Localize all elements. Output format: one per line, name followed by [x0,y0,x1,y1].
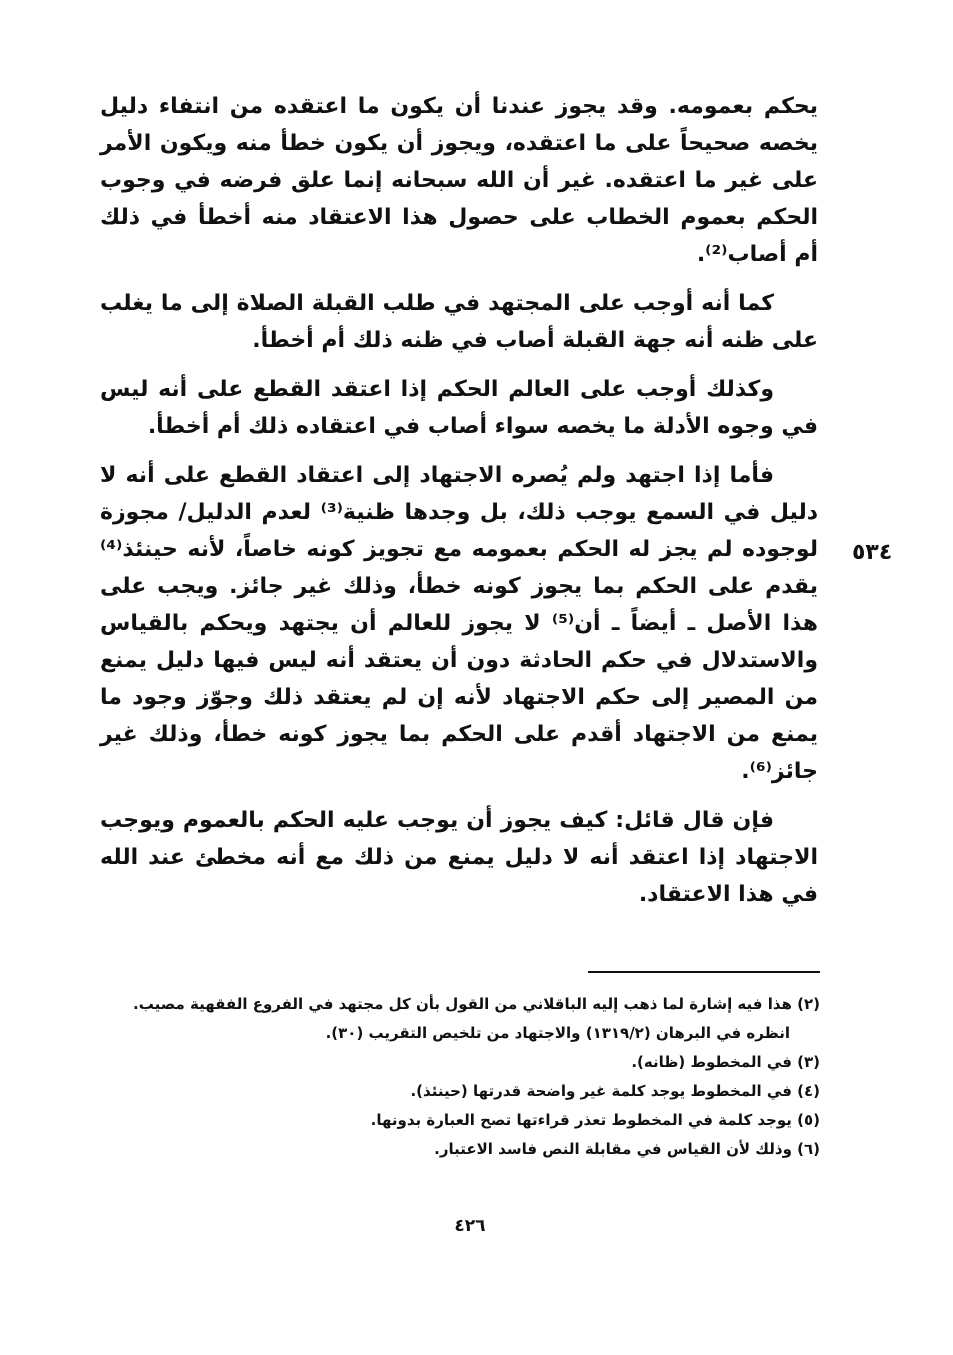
footnote-divider [588,971,820,973]
paragraph-3: وكذلك أوجب على العالم الحكم إذا اعتقد القطع على أنه ليس في وجوه الأدلة ما يخصه سواء أصاب في اعتقاده ذلك أم أخطأ. [100,377,818,439]
main-text [100,88,818,925]
footnote-5: (٥) يوجد كلمة في المخطوط تعذر قراءتها تصح العبارة بدونها. [370,1111,820,1129]
paragraph-4: فأما إذا اجتهد ولم يُصره الاجتهاد إلى اعتقاد القطع على أنه لا دليل في السمع يوجب ذلك، بل وجدها ظنية⁽³⁾ لعدم الدليل/ مجوزة لوجوده لم يجز له الحكم بعمومه مع تجويز كونه خاصاً، لأنه حينئذ⁽⁴⁾ يقدم على الحكم بما يجوز كونه خطأ، وذلك غير جائز. ويجب على هذا الأصل ـ أيضاً ـ أن⁽⁵⁾ لا يجوز للعالم أن يجتهد ويحكم بالقياس والاستدلال في حكم الحادثة دون أن يعتقد أنه ليس فيها دليل يمنع من المصير إلى حكم الاجتهاد لأنه إن لم يعتقد ذلك وجوّز وجود ما يمنع من الاجتهاد أقدم على الحكم بما يجوز كونه خطأ، وذلك غير جائز⁽⁶⁾. [100,463,819,784]
page-number: ٤٢٦ [454,1216,486,1236]
footnote-3: (٣) في المخطوط (ظانه). [631,1053,820,1071]
paragraph-2: كما أنه أوجب على المجتهد في طلب القبلة الصلاة إلى ما يغلب على ظنه أنه جهة القبلة أصاب في ظنه ذلك أم أخطأ. [100,291,818,353]
paragraph-1: يحكم بعمومه. وقد يجوز عندنا أن يكون ما اعتقده من انتفاء دليل يخصه صحيحاً على ما اعتقده، ويجوز أن يكون خطأ منه ويكون الأمر على غير ما اعتقده. غير أن الله سبحانه إنما علق فرضه في وجوب الحكم بعموم الخطاب على حصول هذا الاعتقاد منه أخطأ في ذلك أم أصاب⁽²⁾. [100,94,818,267]
footnotes [108,990,820,1164]
footnote-2: (٢) هذا فيه إشارة لما ذهب إليه الباقلاني من القول بأن كل مجتهد في الفروع الفقهية مصيب. انظره في البرهان (١٣١٩/٢) والاجتهاد من تلخيص التقريب (٣٠). [133,995,820,1042]
footnote-6: (٦) وذلك لأن القياس في مقابلة النص فاسد الاعتبار. [434,1140,820,1158]
paragraph-5: فإن قال قائل: كيف يجوز أن يوجب عليه الحكم بالعموم ويوجب الاجتهاد إذا اعتقد أنه لا دليل يمنع من ذلك مع أنه مخطئ عند الله في هذا الاعتقاد. [100,808,818,907]
footnote-4: (٤) في المخطوط يوجد كلمة غير واضحة قدرتها (حينئذ). [410,1082,820,1100]
manuscript-folio-marker: ٥٣٤ [852,540,893,565]
